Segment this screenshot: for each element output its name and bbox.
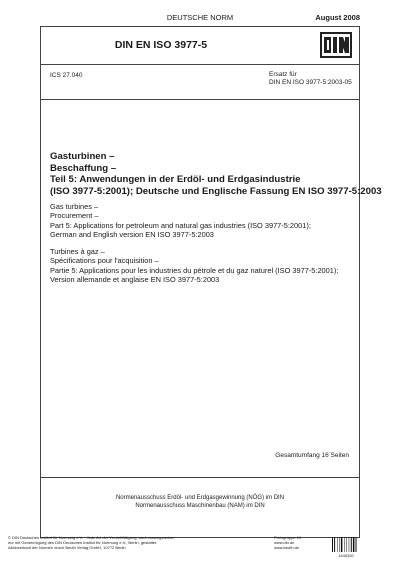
divider-line — [41, 477, 359, 478]
document-frame — [40, 26, 382, 538]
title-en-line: Gas turbines – — [50, 202, 99, 211]
copyright-line: Alleinverkauf der Normen durch Beuth Verlag GmbH, 10772 Berlin — [8, 545, 126, 550]
din-logo-icon — [322, 34, 350, 56]
title-de-line: Gasturbinen – — [50, 151, 115, 162]
price-group: Preisgruppe 10 — [274, 535, 302, 540]
committee-list — [41, 494, 359, 510]
beuth-website-link[interactable]: www.beuth.de — [274, 545, 300, 550]
title-en-line: German and English version EN ISO 3977-5:2003 — [50, 230, 214, 240]
din-logo — [320, 32, 352, 58]
replaces-label: Ersatz für — [269, 71, 297, 78]
total-pages: Gesamtumfang 16 Seiten — [275, 452, 349, 459]
price-info — [274, 535, 301, 550]
title-fr-line: Turbines à gaz – — [50, 247, 105, 256]
title-fr-line: Spécifications pour l'acquisition – — [50, 256, 159, 266]
title-german — [50, 151, 382, 197]
copyright-line: nur mit Genehmigung des DIN Deutsches Institut für Normung e.V., Berlin, gestattet. — [8, 540, 158, 545]
barcode-number: 1440320 — [338, 553, 354, 558]
title-fr-line: Version allemande et anglaise EN ISO 3977-5:2003 — [50, 275, 220, 285]
committee-name: Normenausschuss Erdöl- und Erdgasgewinnung (NÖG) im DIN — [115, 495, 285, 501]
title-de-line: Beschaffung – — [50, 162, 117, 174]
title-en-line: Procurement – — [50, 211, 99, 221]
committee-name: Normenausschuss Maschinenbau (NAM) im DIN — [135, 503, 265, 509]
title-de-line: Teil 5: Anwendungen in der Erdöl- und Erdgasindustrie — [50, 174, 301, 186]
copyright-line: © DIN Deutsches Institut für Normung e.V. · Jede Art der Vervielfältigung, auch auszugsweise, — [8, 535, 175, 540]
replaces-note — [269, 71, 352, 87]
document-number: DIN EN ISO 3977-5 — [114, 39, 208, 51]
title-french — [50, 247, 355, 285]
title-en-line: Part 5: Applications for petroleum and natural gas industries (ISO 3977-5:2001); — [50, 220, 311, 230]
din-website-link[interactable]: www.din.de — [274, 540, 295, 545]
barcode-icon — [332, 537, 360, 552]
ics-code: ICS 27.040 — [50, 72, 83, 79]
title-de-line: (ISO 3977-5:2001); Deutsche und Englische Fassung EN ISO 3977-5:2003 — [50, 185, 382, 197]
publication-date: August 2008 — [315, 13, 360, 22]
divider-line — [41, 99, 359, 100]
document-header-box — [41, 27, 359, 65]
copyright-notice — [8, 535, 233, 550]
title-fr-line: Partie 5: Applications pour les industries du pétrole et du gaz naturel (ISO 3977-5:2001); — [50, 265, 339, 275]
document-series-label: DEUTSCHE NORM — [166, 13, 234, 22]
title-english — [50, 202, 355, 240]
replaces-document: DIN EN ISO 3977-5:2003-05 — [269, 79, 352, 86]
